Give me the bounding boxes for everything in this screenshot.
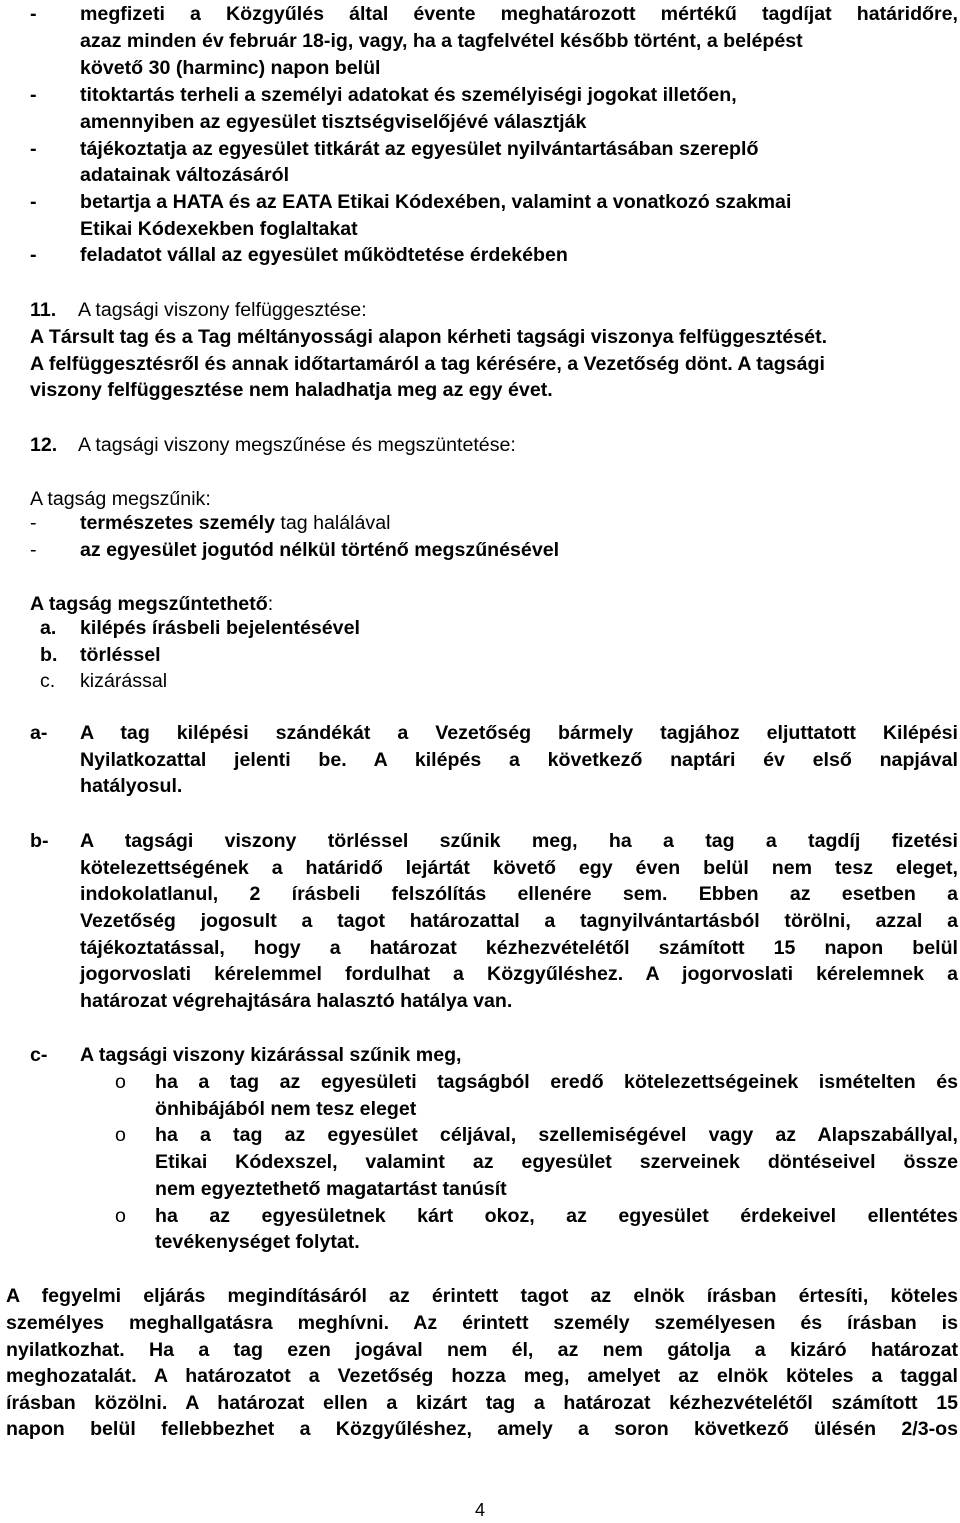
list-item: - feladatot vállal az egyesület működtetése érdekében [30,244,568,266]
megszunik-heading: A tagság megszűnik: [30,488,211,510]
page-number: 4 [474,1500,485,1520]
list-item: - természetes személy tag halálával [30,512,391,534]
list-item: - megfizeti a Közgyűlés által évente meghatározott mértékű tagdíjat határidőre, [30,3,958,25]
list-item: a. kilépés írásbeli bejelentésével [40,617,360,639]
list-item: b. törléssel [40,644,161,666]
list-item: - tájékoztatja az egyesület titkárát az egyesület nyilvántartásában szereplő [30,138,759,160]
megszuntetheto-heading: A tagság megszűntethető: [30,593,274,615]
section-12-heading: 12. A tagsági viszony megszűnése és megszüntetése: [30,434,516,456]
section-heading: 11. A tagsági viszony felfüggesztése: [30,299,367,321]
list-item: - betartja a HATA és az EATA Etikai Kódexében, valamint a vonatkozó szakmai [30,191,792,213]
list-item: - titoktartás terheli a személyi adatokat és személyiségi jogokat illetően, [30,84,737,106]
document-page: - megfizeti a Közgyűlés által évente meghatározott mértékű tagdíjat határidőre, azaz minden év február 18-ig, vagy, ha a tagfelvétel később történt, a belépést követő 30 (harminc) napon belül - titoktartás terheli a személyi adatokat és személyiségi jogokat illetően, amennyiben az egyesület tisztségviselőjévé választják - tájékoztatja az egyesület titkárát az egyesület nyilvántartásában szereplő adatainak változásáról - betartja a HATA és az EATA Etikai Kódexében, valamint a vonatkozó szakmai Etikai Kódexekben foglaltakat - feladatot vállal az egyesület működtetése érdekében 11. A tagsági viszony felfüggesztése: A Társult tag és a Tag méltányossági alapon kérheti tagsági viszonya felfüggesztését. A felfüggesztésről és annak időtartamáról a tag kérésére, a Vezetőség dönt. A tagsági viszony felfüggesztése nem haladhatja meg az egy évet. 12. A tagsági viszony megszűnése és megszüntetése: A tagság megszűnik: - természetes személy tag halálával - az egyesület jogutód nélkül történő megszűnésével A tagság megszűntethető: a. kilépés írásbeli bejelentésével b. törléssel c. kizárással a- A tag kilépési szándékát a Vezetőség bármely tagjához eljuttatott Kilépési Nyilatkozattal jelenti be. A kilépés a következő naptári év első napjával hatályosul. b- A tagsági viszony törléssel szűnik meg, ha a tag a tagdíj fizetési kötelezettségének a határidő lejártát követő egy éven belül nem tesz eleget, indokolatlanul, 2 írásbeli felszólítás ellenére sem. Ebben az esetben a Vezetőség jogosult a tagot határozattal a tagnyilvántartásból törölni, azzal a tájékoztatással, hogy a határozat kézhezvételétől számított 15 napon belül jogorvoslati kérelemmel fordulhat a Közgyűléshez. A jogorvoslati kérelemnek a határozat végrehajtására halasztó hatálya van. c- A tagsági viszony kizárással szűnik meg, o ha a tag az egyesületi tagságból eredő kötelezettségeinek ismételten és önhibájából nem tesz eleget o ha a tag az egyesület céljával, szellemiségével vagy az Alapszabállyal, Etikai Kódexszel, valamint az egyesület szerveinek döntéseivel össze nem egyeztethető magatartást tanúsít o ha az egyesületnek kárt okoz, az egyesület érdekeivel ellentétes tevékenységet folytat. A fegyelmi eljárás megindításáról az érintett tagot az elnök írásban értesíti, köteles személyes meghallgatásra meghívni. Az érintett személy személyesen és írásban is nyilatkozhat. Ha a tag ezen jogával nem él, az nem gátolja a kizáró határozat meghozatalát. A határozatot a Vezetőség hozza meg, amelyet az elnök köteles a taggal írásban közölni. A határozat ellen a kizárt tag a határozat kézhezvételétől számított 15 napon belül fellebbezhet a Közgyűléshez, amely a soron következő ülésén 2/3-os 4 [0,0,960,1523]
list-item: c. kizárással [40,670,168,692]
list-item: o ha az egyesületnek kárt okoz, az egyesület érdekeivel ellentétes [115,1205,958,1227]
list-item: o ha a tag az egyesület céljával, szellemiségével vagy az Alapszabállyal, [115,1124,958,1146]
list-item: o ha a tag az egyesületi tagságból eredő kötelezettségeinek ismételten és [115,1071,958,1093]
list-item: - az egyesület jogutód nélkül történő megszűnésével [30,539,560,561]
